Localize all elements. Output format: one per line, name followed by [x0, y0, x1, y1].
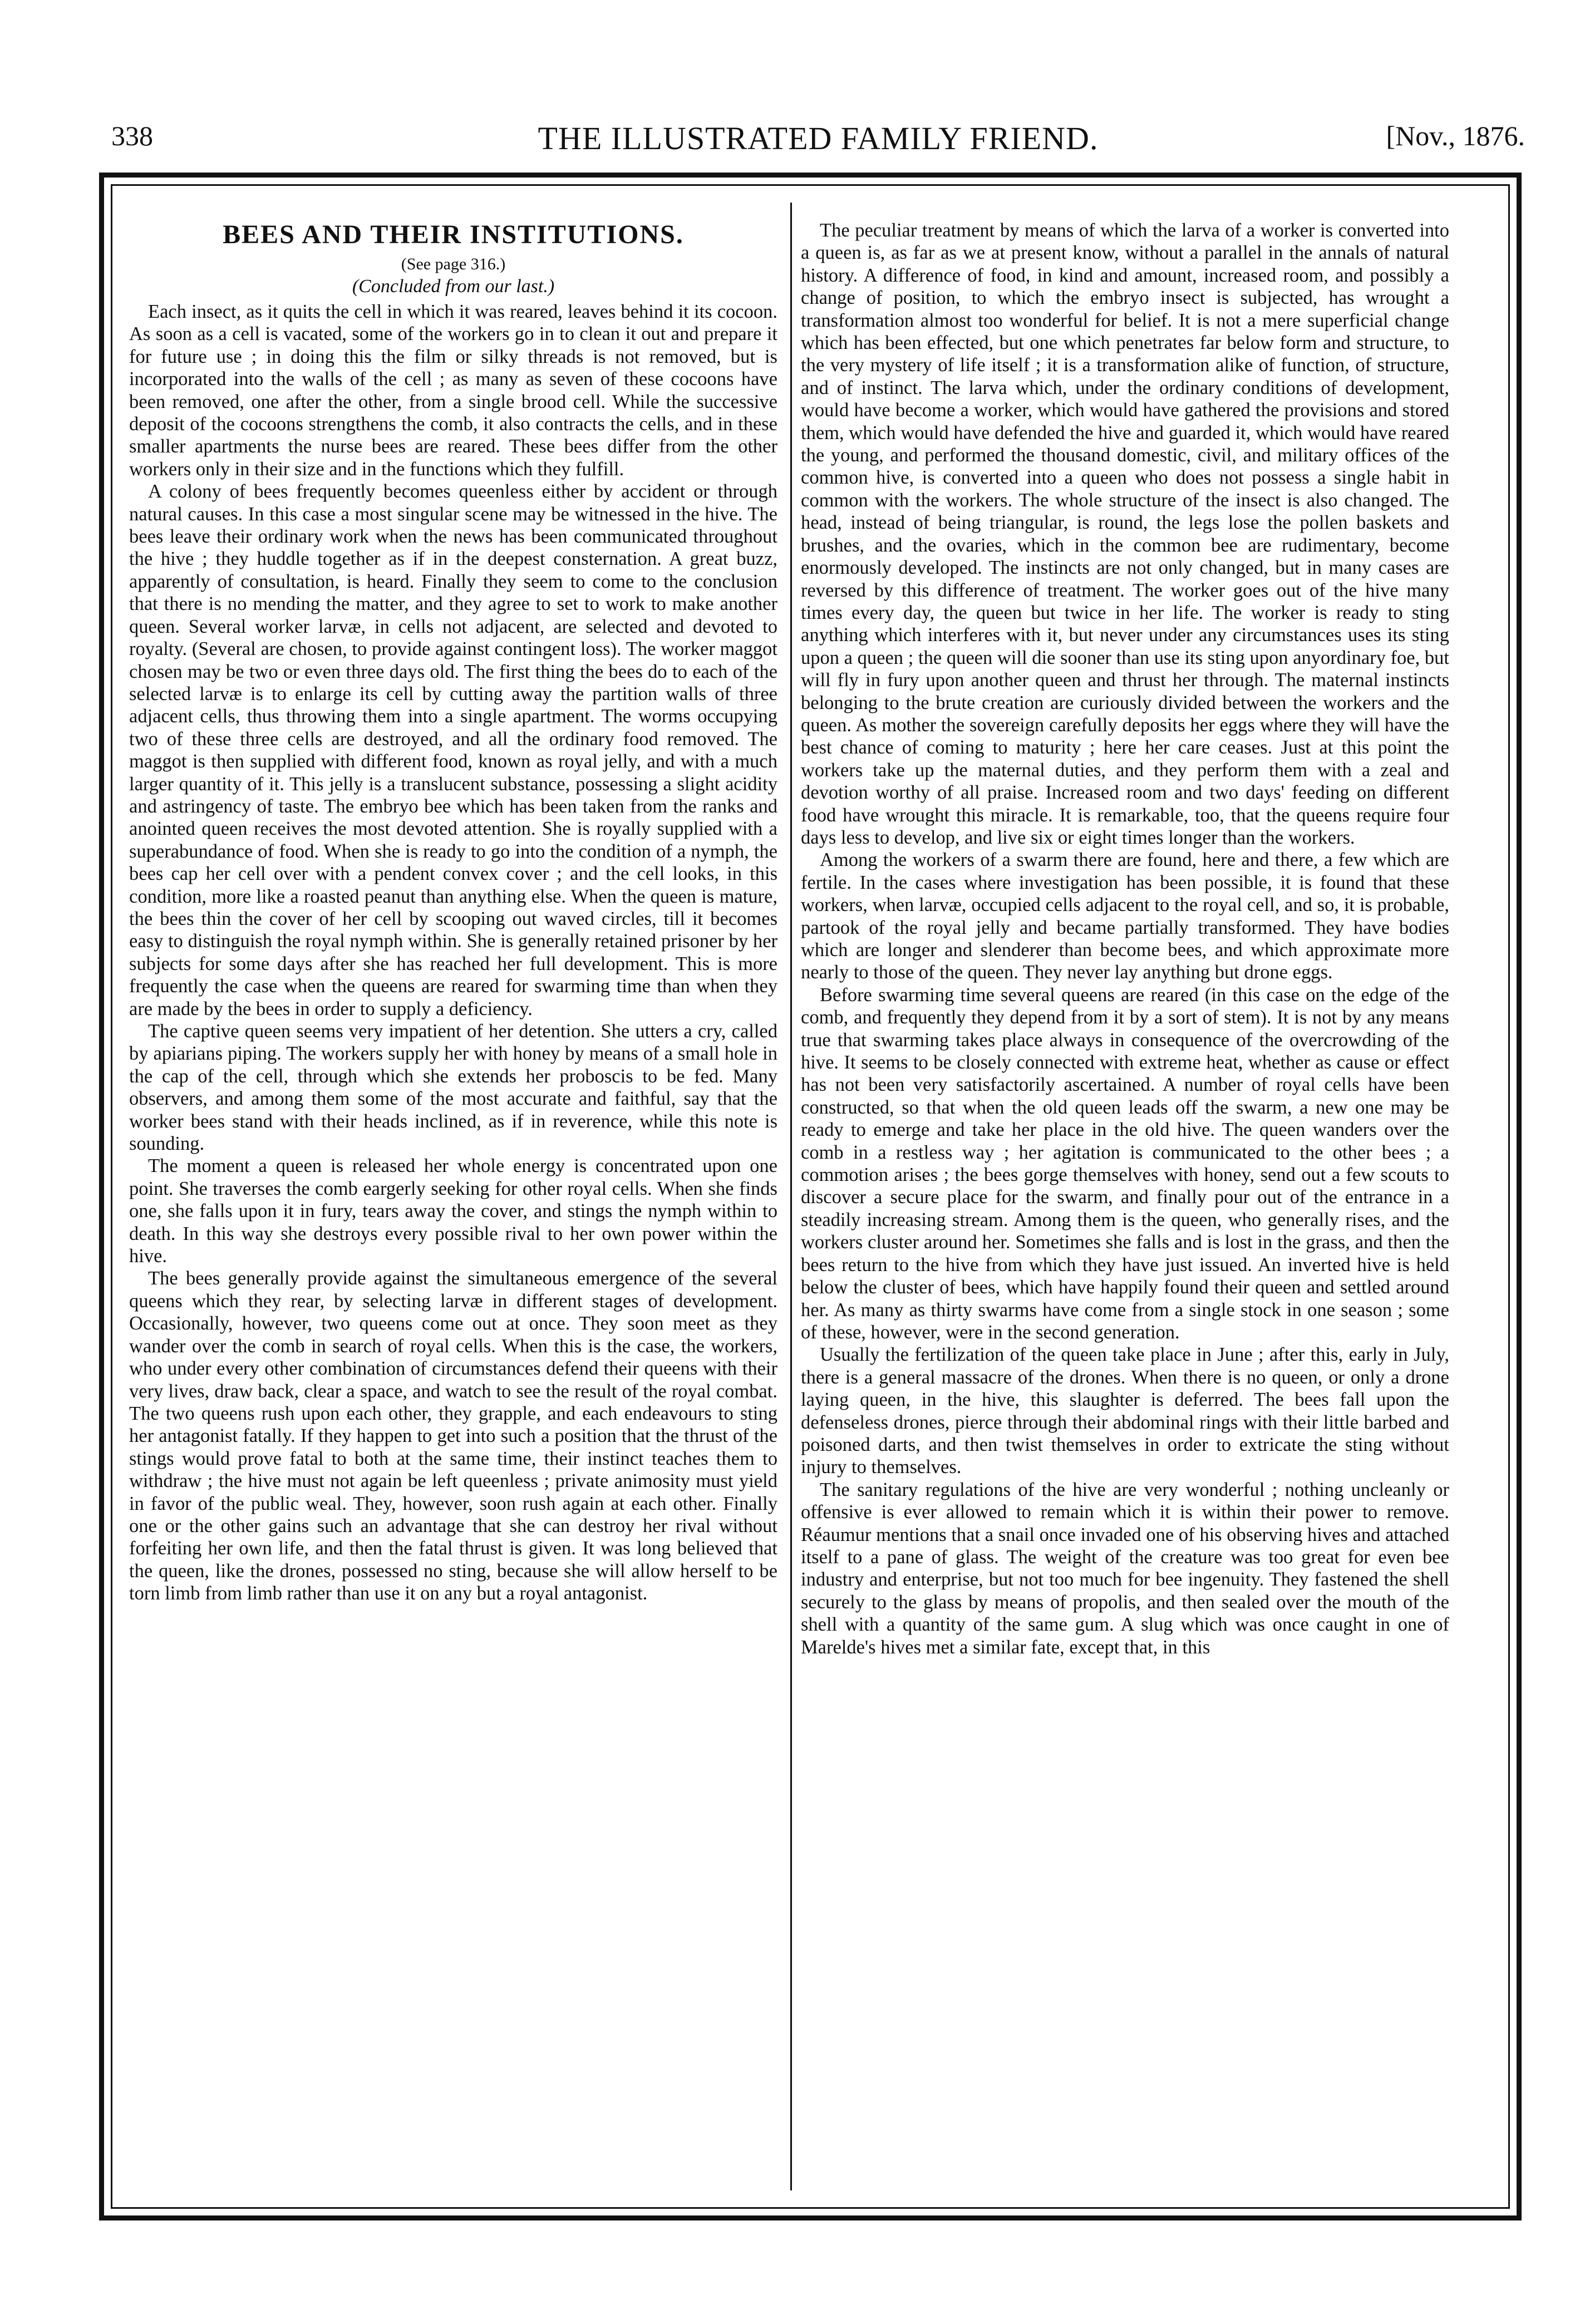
- paragraph: The moment a queen is released her whole energy is concentrated upon one point. She traverses the comb eargerly seeking for other royal cells. When she finds one, she falls upon it in fury, tears away the cover, and stings the nymph within to death. In this way she destroys every possible rival to her own power within the hive.: [129, 1155, 777, 1267]
- paragraph: Before swarming time several queens are reared (in this case on the edge of the comb, and frequently they depend from it by a sort of stem). It is not by any means true that swarming takes place always in consequence of the overcrowding of the hive. It seems to be closely connected with extreme heat, whether as cause or effect has not been very satisfactorily ascertained. A number of royal cells have been constructed, so that when the old queen leads off the swarm, a new one may be ready to emerge and take her place in the old hive. The queen wanders over the comb in a restless way ; her agitation is communicated to the other bees ; a commotion arises ; the bees gorge themselves with honey, send out a few scouts to discover a secure place for the swarm, and finally pour out of the entrance in a steadily increasing stream. Among them is the queen, who generally rises, and the workers cluster around her. Sometimes she falls and is lost in the grass, and then the bees return to the hive from which they have just issued. An inverted hive is held below the cluster of bees, which have happily found their queen and settled around her. As many as thirty swarms have come from a single stock in one season ; some of these, however, were in the second generation.: [801, 984, 1449, 1343]
- running-head: [111, 114, 1525, 164]
- paragraph: The captive queen seems very impatient of her detention. She utters a cry, called by apiarians piping. The workers supply her with honey by means of a small hole in the cap of the cell, through which she extends her proboscis to be fed. Many observers, and among them some of the most accurate and faithful, say that the worker bees stand with their heads inclined, as if in reverence, while this note is sounding.: [129, 1021, 777, 1155]
- left-column: [129, 219, 777, 1605]
- paragraph: A colony of bees frequently becomes queenless either by accident or through natural causes. In this case a most singular scene may be witnessed in the hive. The bees leave their ordinary work when the news has been communicated throughout the hive ; they huddle together as if in the deepest consternation. A great buzz, apparently of consultation, is heard. Finally they seem to come to the conclusion that there is no mending the matter, and they agree to set to work to make another queen. Several worker larvæ, in cells not adjacent, are selected and devoted to royalty. (Several are chosen, to provide against contingent loss). The worker maggot chosen may be two or even three days old. The first thing the bees do to each of the selected larvæ is to enlarge its cell by cutting away the partition walls of three adjacent cells, thus throwing them into a single apartment. The worms occupying two of these three cells are destroyed, and all the ordinary food removed. The maggot is then supplied with different food, known as royal jelly, and with a much larger quantity of it. This jelly is a translucent substance, possessing a slight acidity and astringency of taste. The embryo bee which has been taken from the ranks and anointed queen receives the most devoted attention. She is royally supplied with a superabundance of food. When she is ready to go into the condition of a nymph, the bees cap her cell over with a pendent convex cover ; and the cell looks, in this condition, more like a roasted peanut than anything else. When the queen is mature, the bees thin the cover of her cell by scooping out waved circles, till it becomes easy to distinguish the royal nymph within. She is generally retained prisoner by her subjects for some days after she has reached her full development. This is more frequently the case when the queens are reared for swarming time than when they are made by the bees in order to supply a deficiency.: [129, 481, 777, 1020]
- paragraph: The bees generally provide against the simultaneous emergence of the several queens which they rear, by selecting larvæ in different stages of development. Occasionally, however, two queens come out at once. They soon meet as they wander over the comb in search of royal cells. When this is the case, the workers, who under every other combination of circumstances defend their queens with their very lives, draw back, clear a space, and watch to see the result of the royal combat. The two queens rush upon each other, they grapple, and each endeavours to sting her antagonist fatally. If they happen to get into such a position that the thrust of the stings would prove fatal to both at the same time, their instinct teaches them to withdraw ; the hive must not again be left queenless ; private animosity must yield in favor of the public weal. They, however, soon rush again at each other. Finally one or the other gains such an advantage that she can destroy her rival without forfeiting her own life, and then the fatal thrust is given. It was long believed that the queen, like the drones, possessed no sting, because she will allow herself to be torn limb from limb rather than use it on any but a royal antagonist.: [129, 1268, 777, 1604]
- paragraph: Among the workers of a swarm there are found, here and there, a few which are fertile. In the cases where investigation has been possible, it is found that these workers, when larvæ, occupied cells adjacent to the royal cell, and so, it is probable, partook of the royal jelly and became partially transformed. They have bodies which are longer and slenderer than become bees, and which approximate more nearly to those of the queen. They never lay anything but drone eggs.: [801, 849, 1449, 983]
- article-note: (Concluded from our last.): [352, 276, 555, 297]
- paragraph: Usually the fertilization of the queen take place in June ; after this, early in July, there is a general massacre of the drones. When there is no queen, or only a drone laying queen, in the hive, this slaughter is deferred. The bees fall upon the defenseless drones, pierce through their abdominal rings with their little barbed and poisoned darts, and then twist themselves in order to extricate the sting without injury to themselves.: [801, 1344, 1449, 1478]
- right-column: [801, 219, 1449, 1658]
- article-title: BEES AND THEIR INSTITUTIONS.: [223, 220, 684, 249]
- issue-date: [Nov., 1876.: [1386, 120, 1525, 151]
- article-frame-inner: [111, 184, 1510, 2209]
- paragraph: Each insect, as it quits the cell in which it was reared, leaves behind it its cocoon. As soon as a cell is vacated, some of the workers go in to clean it out and prepare it for future use ; in doing this the film or silky threads is not removed, but is incorporated into the walls of the cell ; as many as seven of these cocoons have been removed, one after the other, from a single brood cell. While the successive deposit of the cocoons strengthens the comb, it also contracts the cells, and in these smaller apartments the nurse bees are reared. These bees differ from the other workers only in their size and in the functions which they fulfill.: [129, 301, 777, 480]
- paragraph: The peculiar treatment by means of which the larva of a worker is converted into a queen is, as far as we at present know, without a parallel in the annals of natural history. A difference of food, in kind and amount, increased room, and possibly a change of position, to which the embryo insect is subjected, has wrought a transformation almost too wonderful for belief. It is not a mere superficial change which has been effected, but one which penetrates far below form and structure, to the very mystery of life itself ; it is a transformation alike of function, of structure, and of instinct. The larva which, under the ordinary conditions of development, would have become a worker, which would have gathered the provisions and stored them, which would have defended the hive and guarded it, which would have reared the young, and performed the thousand domestic, civil, and military offices of the common hive, is converted into a queen who does not possess a single habit in common with the workers. The whole structure of the insect is also changed. The head, instead of being triangular, is round, the legs lose the pollen baskets and brushes, and the ovaries, which in the common bee are rudimentary, become enormously developed. The instincts are not only changed, but in many cases are reversed by this difference of treatment. The worker goes out of the hive many times every day, the queen but twice in her life. The worker is ready to sting anything which interferes with it, but never under any circumstances uses its sting upon a queen ; the queen will die sooner than use its sting upon anyordinary foe, but will fly in fury upon another queen and thrust her through. The maternal instincts belonging to the brute creation are curiously divided between the workers and the queen. As mother the sovereign carefully deposits her eggs where they will have the best chance of coming to maturity ; here her care ceases. Just at this point the workers take up the maternal duties, and they perform them with a zeal and devotion worthy of all praise. Increased room and two days' feeding on different food have wrought this miracle. It is remarkable, too, that the queens require four days less to develop, and live six or eight times longer than the workers.: [801, 220, 1449, 848]
- column-rule: [790, 203, 792, 2190]
- article-reference: (See page 316.): [401, 255, 506, 273]
- paragraph: The sanitary regulations of the hive are very wonderful ; nothing uncleanly or offensive is ever allowed to remain which it is within their power to remove. Réaumur mentions that a snail once invaded one of his observing hives and attached itself to a pane of glass. The weight of the creature was too great for even bee industry and enterprise, but not too much for bee ingenuity. They fastened the shell securely to the glass by means of propolis, and then sealed over the mouth of the shell with a quantity of the same gum. A slug which was once caught in one of Marelde's hives met a similar fate, except that, in this: [801, 1479, 1449, 1658]
- article-frame: [99, 173, 1522, 2220]
- journal-title: THE ILLUSTRATED FAMILY FRIEND.: [538, 120, 1099, 156]
- page-number: 338: [111, 120, 153, 151]
